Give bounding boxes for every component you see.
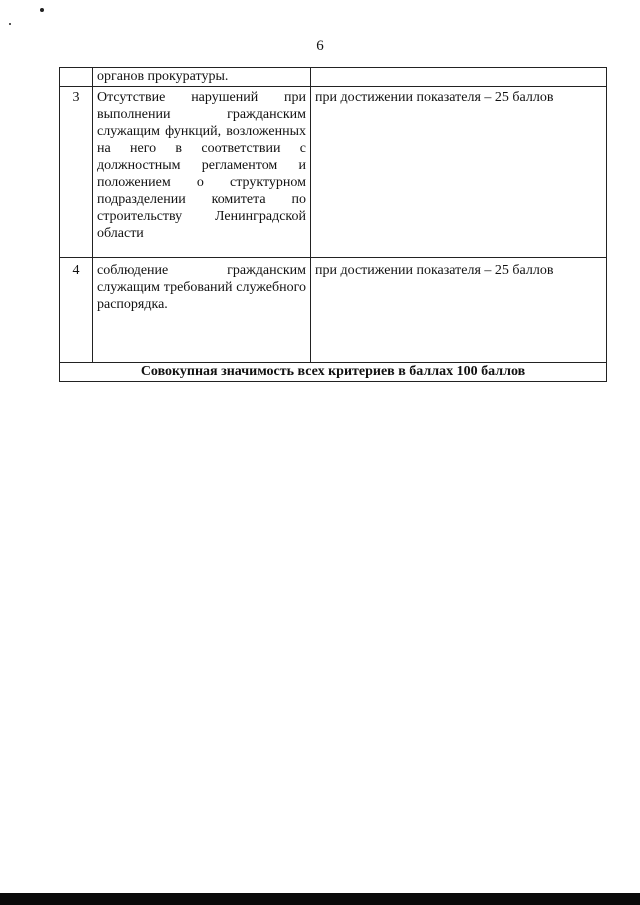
table-row (60, 68, 607, 87)
score-cell: при достижении показателя – 25 баллов (311, 258, 607, 363)
criterion-cell (93, 87, 311, 258)
criterion-cell (93, 258, 311, 363)
row-number-cell: 4 (60, 258, 93, 363)
scan-artifact-mark (9, 23, 11, 25)
row-number-cell: 3 (60, 87, 93, 258)
scan-bottom-edge (0, 893, 640, 905)
criterion-text: органов прокуратуры. (97, 69, 229, 84)
page-number: 6 (316, 38, 324, 54)
criteria-table (59, 67, 607, 382)
criterion-text: соблюдение гражданским служащим требований служебного распорядка. (97, 263, 306, 312)
criterion-cell (93, 68, 311, 87)
total-score-cell: Совокупная значимость всех критериев в баллах 100 баллов (60, 363, 607, 382)
table-row (60, 258, 607, 363)
scan-artifact-dot (40, 8, 44, 12)
criterion-text: Отсутствие нарушений при выполнении гражданским служащим функций, возложенных на него в соответствии с должностным регламентом и положением о структурном подразделении комитета по строительству Ленинградской области (97, 90, 306, 241)
table-row (60, 87, 607, 258)
score-cell (311, 68, 607, 87)
table-total-row (60, 363, 607, 382)
row-number-cell (60, 68, 93, 87)
score-cell: при достижении показателя – 25 баллов (311, 87, 607, 258)
